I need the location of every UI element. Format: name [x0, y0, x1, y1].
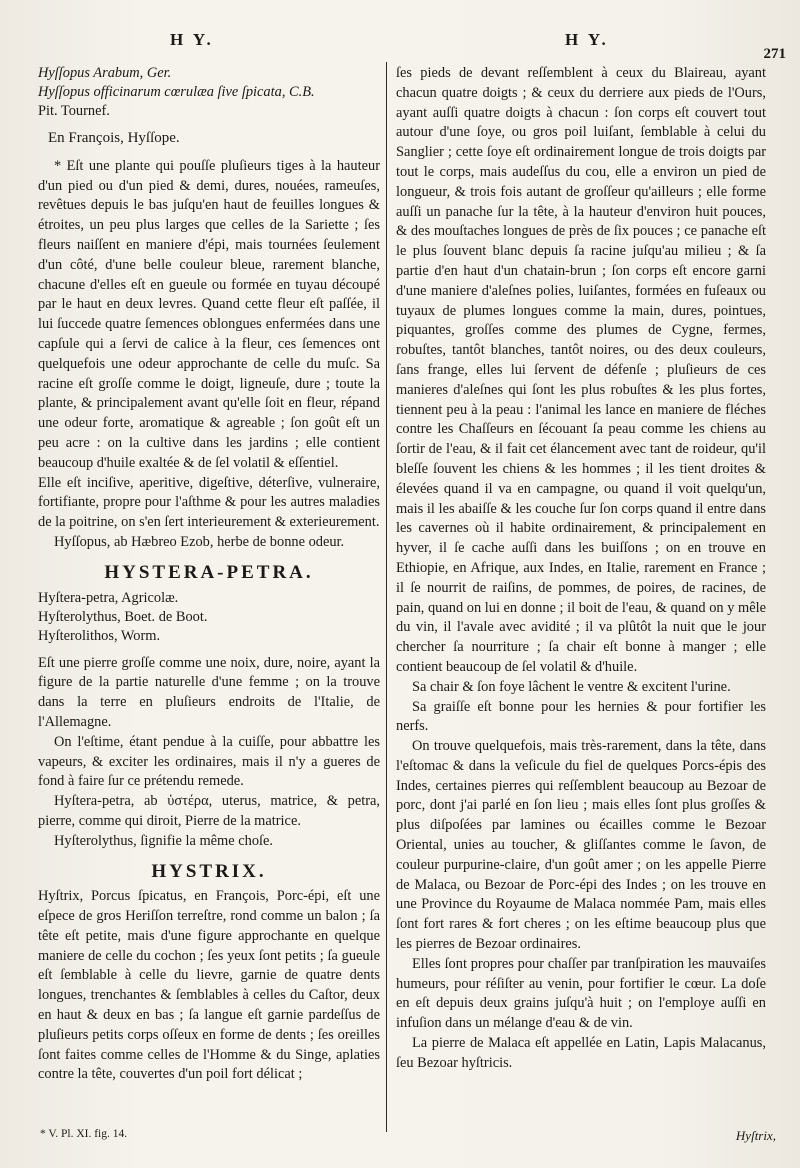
hyssopus-virtues: Elle eſt inciſive, aperitive, digeſtive, déterſive, vulneraire, fortifiante, propre pour l'aſthme & pour les autres maladies de la poitrine, on s'en ſert interieurement & exterieurement.	[38, 474, 380, 531]
left-running-head: H Y.	[170, 30, 214, 49]
hyssopus-description: * Eſt une plante qui pouſſe pluſieurs tiges à la hauteur d'un pied ou d'un pied & demi, dures, nouées, rameuſes, revêtues depuis le bas juſqu'en haut de feuilles longues & étroites, un peu plus larges que celles de la Sariette ; ſes fleurs naiſſent en maniere d'épi, mais tournées ſeulement d'un côté, d'une belle couleur bleue, rarement blanche, chacune d'elles eſt en gueule ou formée en tuyau découpé par le haut en deux levres. Quand cette fleur eſt paſſée, il lui ſuccede quatre ſemences oblongues enfermées dans une capſule qui a ſervi de calice à la fleur, ces ſemences ont quelquefois une odeur approchante de celle du muſc. Sa racine eſt groſſe comme le doigt, ligneuſe, dure ; toute la plante, & principalement avant qu'elle ſoit en fleur, répand une odeur forte, aromatique & agreable ; ſon goût eſt un peu acre : on la cultive dans les jardins ; elle contient beaucoup d'huile exaltée & de ſel volatil & eſſentiel.	[38, 157, 380, 471]
hystera-petra-heading: HYSTERA-PETRA.	[104, 561, 314, 583]
hyssopus-synonym-3: Pit. Tournef.	[38, 103, 110, 119]
catchword: Hyſtrix,	[735, 1128, 776, 1143]
hystrix-paragraph-2: Sa chair & ſon foye lâchent le ventre & excitent l'urine.	[412, 678, 731, 695]
hystrix-paragraph-4: On trouve quelquefois, mais très-rarement, dans la tête, dans l'eſtomac & dans la veſicule du fiel de quelques Porcs-épis des Indes, certaines pierres qui reſſemblent beaucoup au Bezoar de porc, dont j'ai parlé en ſon lieu ; mais elles ſont plus groſſes & plus diſpoſées par lamines ou écailles comme le Bezoar Oriental, unies au toucher, & gliſſantes comme le ſavon, de couleur purpurine-claire, d'un goût amer ; on les appelle Pierre de Malaca, ou Bezoar de Porc-épi des Indes ; on les trouve en une Province du Royaume de Malaca nommée Pam, mais elles ſont fort rares & fort cheres ; on les eſtime beaucoup plus que les pierres de Bezoar ordinaires.	[396, 738, 766, 953]
hystera-petra-synonym-2: Hyſterolythus, Boet. de Boot.	[38, 608, 208, 625]
page-number: 271	[763, 46, 786, 62]
hyssopus-french-name: En François, Hyſſope.	[48, 130, 180, 146]
hystera-petra-etymology-1: Hyſtera-petra, ab ὑστέρα, uterus, matrice, & petra, pierre, comme qui diroit, Pierre de la matrice.	[38, 793, 380, 829]
hyssopus-synonym-2: Hyſſopus officinarum cœrulæa ſive ſpicata, C.B.	[38, 84, 315, 100]
hystrix-heading: HYSTRIX.	[151, 860, 267, 882]
hystera-petra-use: On l'eſtime, étant pendue à la cuiſſe, pour abbattre les vapeurs, & exciter les ordinaires, mais il n'y a gueres de fond à faire ſur ce prétendu remede.	[38, 733, 380, 790]
hystera-petra-synonym-3: Hyſterolithos, Worm.	[38, 627, 161, 644]
hystera-petra-etymology-2: Hyſterolythus, ſignifie la même choſe.	[54, 832, 274, 849]
hystrix-paragraph-6: La pierre de Malaca eſt appellée en Latin, Lapis Malacanus, ſeu Bezoar hyſtricis.	[396, 1035, 766, 1071]
hystrix-description: Hyſtrix, Porcus ſpicatus, en François, Porc-épi, eſt une eſpece de gros Heriſſon terreſtre, rond comme un balon ; ſa tête eſt petite, mais d'une figure approchante en quelque maniere de celle du cochon ; ſes yeux ſont petits ; ſa gueule eſt ſemblable à celle du lievre, garnie de quatre dents longues, trenchantes & ſemblables à celles du Caſtor, deux en haut & deux en bas ; ſa langue eſt garnie pardeſſus de pluſieurs petits corps oſſeux en forme de dents ; ſes oreilles ſont faites comme celles de l'Homme & du Singe, aplaties contre la tête, couvertes d'un poil fort délicat ;	[38, 888, 380, 1083]
hystrix-paragraph-1: ſes pieds de devant reſſemblent à ceux du Blaireau, ayant chacun quatre doigts ; & ceux du derriere aux pieds de l'Ours, ayant auſſi quatre doigts à chacun : ſon corps eſt couvert tout autour d'une ſoye, ou gros poil luiſant, ſemblable à celui du Sanglier ; cette ſoye eſt ordinairement longue de trois doigts par tout le corps, mais audeſſus du cou, elle a environ un pied de longueur, & trois fois autant de groſſeur qu'ailleurs ; elle forme auſſi un panache ſur la tête, à la hauteur d'environ huit pouces, & des mouſtaches longues de près de ſix pouces ; ce panache eſt le plus ſouvent blanc depuis ſa racine juſqu'au milieu ; & ſa partie d'en haut d'un chatain-brun ; ſon corps eſt encore garni d'une maniere d'aleſnes polies, luiſantes, formées en fuſeaux ou tuyaux de plumes longues comme la main, dures, pointues, piquantes, groſſes comme des plumes de Cygne, fermes, robuſtes, tantôt blanches, tantôt noires, ou des deux couleurs, ſans frange, elles lui ſervent de défenſe ; pluſieurs de ces manieres d'aleſnes qui ſont les plus robuſtes & les plus fortes, tiennent peu à la peau : l'animal les lance en maniere de fléches contre les Chaſſeurs en ſécouant ſa peau comme les chiens au ſortir de l'eau, & il fait cet élancement avec tant de roideur, qu'il bleſſe ſouvent les chiens & les hommes ; il les tient droites & élevées quand il va en campagne, ou quand il voit quelqu'un, mais il les abaiſſe & les couche ſur ſon corps quand il entre dans les cavernes où il habite ordinairement, & principalement en hyver, il ſe cache auſſi dans les buiſſons ; on en trouve en Ethiopie, en Afrique, aux Indes, en Italie, rarement en France ; il ſe nourrit de raiſins, de pommes, de poires, de racines, de pain, quand on lui en donne ; il boit de l'eau, & quand on y mêle du vin, il l'avale avec avidité ; il va plûtôt la nuit que le jour chercher ſa nourriture ; ſa chair eſt bonne à manger ; elle contient beaucoup de ſel volatil & d'huile.	[396, 65, 766, 675]
column-divider	[386, 62, 387, 1132]
hystera-petra-synonym-1: Hyſtera-petra, Agricolæ.	[38, 589, 179, 606]
hystera-petra-description: Eſt une pierre groſſe comme une noix, dure, noire, ayant la figure de la partie naturelle d'une femme ; on la trouve dans la terre en pluſieurs endroits de l'Italie, de l'Allemagne.	[38, 654, 380, 730]
right-column	[396, 64, 766, 1074]
hystrix-paragraph-5: Elles ſont propres pour chaſſer par tranſpiration les mauvaiſes humeurs, pour réſiſter au venin, pour fortifier le cœur. La doſe en eſt depuis deux grains juſqu'à huit ; on l'employe auſſi en infuſion dans un mélange d'eau & de vin.	[396, 955, 766, 1032]
footnote: * V. Pl. XI. fig. 14.	[40, 1128, 128, 1140]
left-column	[38, 64, 380, 1085]
hyssopus-etymology: Hyſſopus, ab Hæbreo Ezob, herbe de bonne odeur.	[54, 533, 345, 550]
hystrix-paragraph-3: Sa graiſſe eſt bonne pour les hernies & pour fortifier les nerfs.	[396, 698, 766, 735]
hyssopus-synonym-1: Hyſſopus Arabum, Ger.	[38, 65, 172, 81]
right-running-head: H Y.	[565, 30, 609, 49]
